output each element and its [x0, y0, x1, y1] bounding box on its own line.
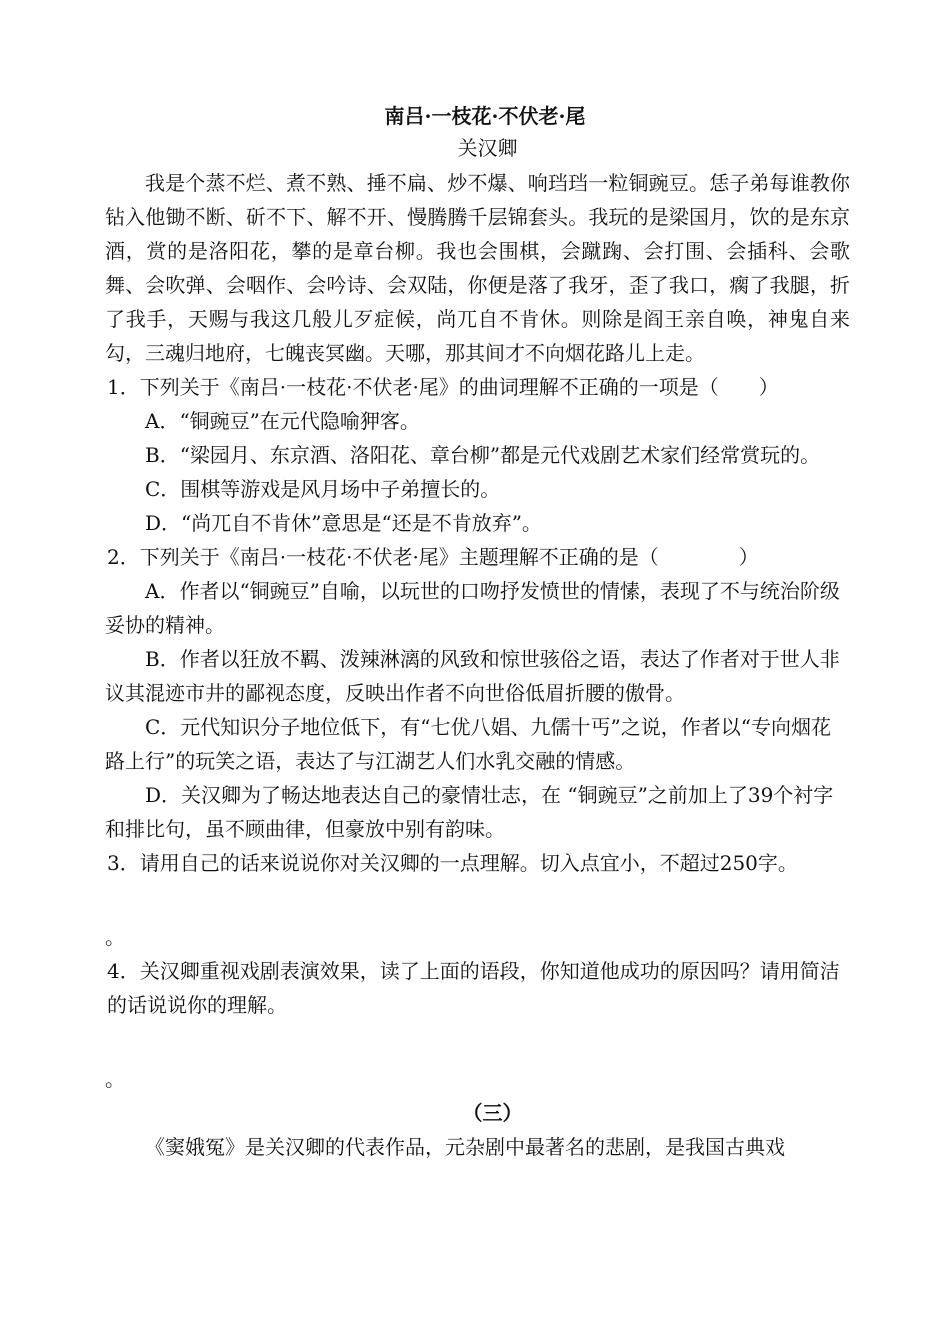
answer-space: [105, 880, 850, 920]
section-paragraph: 《窦娥冤》是关汉卿的代表作品，元杂剧中最著名的悲剧，是我国古典戏: [145, 1135, 785, 1159]
question-4-end-mark: 。: [105, 1067, 125, 1091]
poem-author: 关汉卿: [457, 136, 518, 160]
document-page: [105, 100, 850, 1164]
question-1-option-c: C．围棋等游戏是风月场中子弟擅长的。: [145, 477, 501, 501]
question-3-end-mark: 。: [105, 925, 125, 949]
question-2-option-b: B．作者以狂放不羁、泼辣淋漓的风致和惊世骇俗之语，表达了作者对于世人非议其混迹市井的鄙视态度，反映出作者不向世俗低眉折腰的傲骨。: [105, 647, 840, 705]
question-3-stem: 3．请用自己的话来说说你对关汉卿的一点理解。切入点宜小，不超过250字。: [107, 851, 798, 875]
question-1-option-d: D．“尚兀自不肯休”意思是“还是不肯放弃”。: [145, 511, 542, 535]
poem-text: 我是个蒸不烂、煮不熟、捶不扁、炒不爆、响珰珰一粒铜豌豆。恁子弟每谁教你钻入他锄不断、斫不下、解不开、慢腾腾千层锦套头。我玩的是梁国月，饮的是东京酒，赏的是洛阳花，攀的是章台柳。我也会围棋，会蹴踘、会打围、会插科、会歌舞、会吹弹、会咽作、会吟诗、会双陆，你便是落了我牙，歪了我口，瘸了我腿，折了我手，天赐与我这几般儿歹症候，尚兀自不肯休。则除是阎王亲自唤，神鬼自来勾，三魂归地府，七魄丧冥幽。天哪，那其间才不向烟花路儿上走。: [105, 171, 850, 365]
question-4-stem: 4．关汉卿重视戏剧表演效果，读了上面的语段，你知道他成功的原因吗？请用简洁的话说说你的理解。: [107, 959, 840, 1017]
question-2-option-d: D．关汉卿为了畅达地表达自己的豪情壮志，在 “铜豌豆”之前加上了39个衬字和排比句，虽不顾曲律，但豪放中别有韵味。: [105, 783, 834, 841]
question-2-option-c: C．元代知识分子地位低下，有“七优八娼、九儒十丐”之说，作者以“专向烟花路上行”的玩笑之语，表达了与江湖艺人们水乳交融的情感。: [105, 715, 831, 773]
answer-space: [105, 1022, 850, 1062]
question-1-option-b: B．“梁园月、东京酒、洛阳花、章台柳”都是元代戏剧艺术家们经常赏玩的。: [145, 443, 821, 467]
poem-title: 南吕·一枝花·不伏老·尾: [384, 104, 586, 128]
question-1-option-a: A．“铜豌豆”在元代隐喻狎客。: [145, 409, 420, 433]
question-2-option-a: A．作者以“铜豌豆”自喻，以玩世的口吻抒发愤世的情愫，表现了不与统治阶级妥协的精神。: [105, 579, 840, 637]
section-heading: （三）: [462, 1101, 523, 1125]
question-2-stem: 2．下列关于《南吕·一枝花·不伏老·尾》主题理解不正确的是（ ）: [107, 545, 759, 569]
question-1-stem: 1．下列关于《南吕·一枝花·不伏老·尾》的曲词理解不正确的一项是（ ）: [107, 375, 779, 399]
